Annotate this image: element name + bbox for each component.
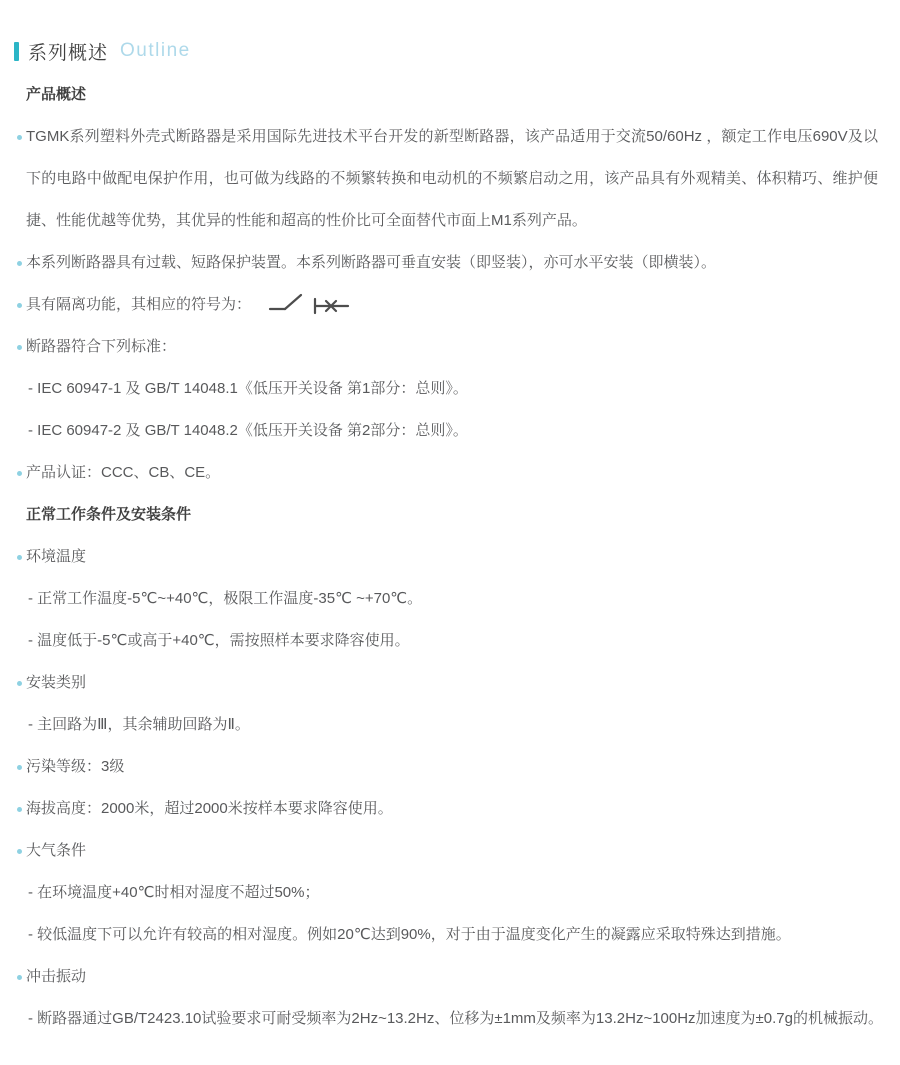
bullet-item	[0, 116, 878, 242]
sub-item	[0, 578, 878, 620]
section-header	[14, 0, 900, 62]
sub-item-text: - IEC 60947-1 及 GB/T 14048.1《低压开关设备 第1部分：总则》。	[28, 380, 468, 397]
sub-item-text: - 断路器通过GB/T2423.10试验要求可耐受频率为2Hz~13.2Hz、位移为±1mm及频率为13.2Hz~100Hz加速度为±0.7g的机械振动。	[28, 1010, 883, 1027]
sub-item	[0, 914, 878, 956]
bullet-text: 冲击振动	[26, 968, 87, 985]
bullet-text: 大气条件	[26, 842, 87, 859]
bullet-text: 安装类别	[26, 674, 87, 691]
sub-item	[0, 620, 878, 662]
sub-item-text: - IEC 60947-2 及 GB/T 14048.2《低压开关设备 第2部分：总则》。	[28, 422, 468, 439]
bullet-dot-icon	[17, 765, 22, 770]
accent-bar	[14, 42, 19, 61]
bullet-dot-icon	[17, 471, 22, 476]
bullet-text: 本系列断路器具有过载、短路保护装置。本系列断路器可垂直安装（即竖装），亦可水平安装（即横装）。	[26, 254, 717, 271]
document-content	[0, 74, 883, 1040]
bullet-item	[0, 452, 878, 494]
bullet-dot-icon	[17, 555, 22, 560]
bullet-text: 具有隔离功能，其相应的符号为：	[26, 296, 252, 313]
sub-section-heading	[0, 74, 878, 116]
bullet-dot-icon	[17, 345, 22, 350]
bullet-dot-icon	[17, 261, 22, 266]
heading-text: 产品概述	[26, 86, 87, 103]
bullet-item	[0, 788, 878, 830]
bullet-text: 断路器符合下列标准：	[26, 338, 177, 355]
heading-text: 正常工作条件及安装条件	[26, 506, 192, 523]
sub-item-text: - 温度低于-5℃或高于+40℃，需按照样本要求降容使用。	[28, 632, 410, 649]
bullet-text: 产品认证：CCC、CB、CE。	[26, 464, 221, 481]
bullet-dot-icon	[17, 849, 22, 854]
bullet-dot-icon	[17, 135, 22, 140]
sub-item	[0, 410, 878, 452]
bullet-item	[0, 746, 878, 788]
bullet-item	[0, 662, 878, 704]
bullet-dot-icon	[17, 303, 22, 308]
sub-item	[0, 872, 878, 914]
bullet-item	[0, 956, 878, 998]
bullet-item	[0, 242, 878, 284]
bullet-text: 海拔高度：2000米，超过2000米按样本要求降容使用。	[26, 800, 393, 817]
bullet-dot-icon	[17, 975, 22, 980]
bullet-text: 污染等级：3级	[26, 758, 125, 775]
sub-item-text: - 正常工作温度-5℃~+40℃，极限工作温度-35℃ ~+70℃。	[28, 590, 423, 607]
sub-item	[0, 368, 878, 410]
bullet-item	[0, 326, 878, 368]
bullet-dot-icon	[17, 681, 22, 686]
isolation-switch-symbol-icon	[267, 289, 351, 317]
sub-item-text: - 在环境温度+40℃时相对湿度不超过50%；	[28, 884, 320, 901]
sub-item	[0, 998, 883, 1040]
bullet-item	[0, 830, 878, 872]
sub-section-heading	[0, 494, 878, 536]
bullet-text: TGMK系列塑料外壳式断路器是采用国际先进技术平台开发的新型断路器，该产品适用于交流50/60Hz ，额定工作电压690V及以下的电路中做配电保护作用，也可做为线路的不频繁转换和电动机的不频繁启动之用，该产品具有外观精美、体积精巧、维护便捷、性能优越等优势，其优异的性能和超高的性价比可全面替代市面上M1系列产品。	[26, 128, 878, 229]
bullet-text: 环境温度	[26, 548, 87, 565]
sub-item-text: - 较低温度下可以允许有较高的相对湿度。例如20℃达到90%，对于由于温度变化产生的凝露应采取特殊达到措施。	[28, 926, 791, 943]
section-title-en: Outline	[120, 40, 191, 61]
sub-item	[0, 704, 878, 746]
section-title-zh: 系列概述	[28, 42, 109, 64]
bullet-item	[0, 284, 878, 326]
bullet-item	[0, 536, 878, 578]
sub-item-text: - 主回路为Ⅲ，其余辅助回路为Ⅱ。	[28, 716, 250, 733]
bullet-dot-icon	[17, 807, 22, 812]
